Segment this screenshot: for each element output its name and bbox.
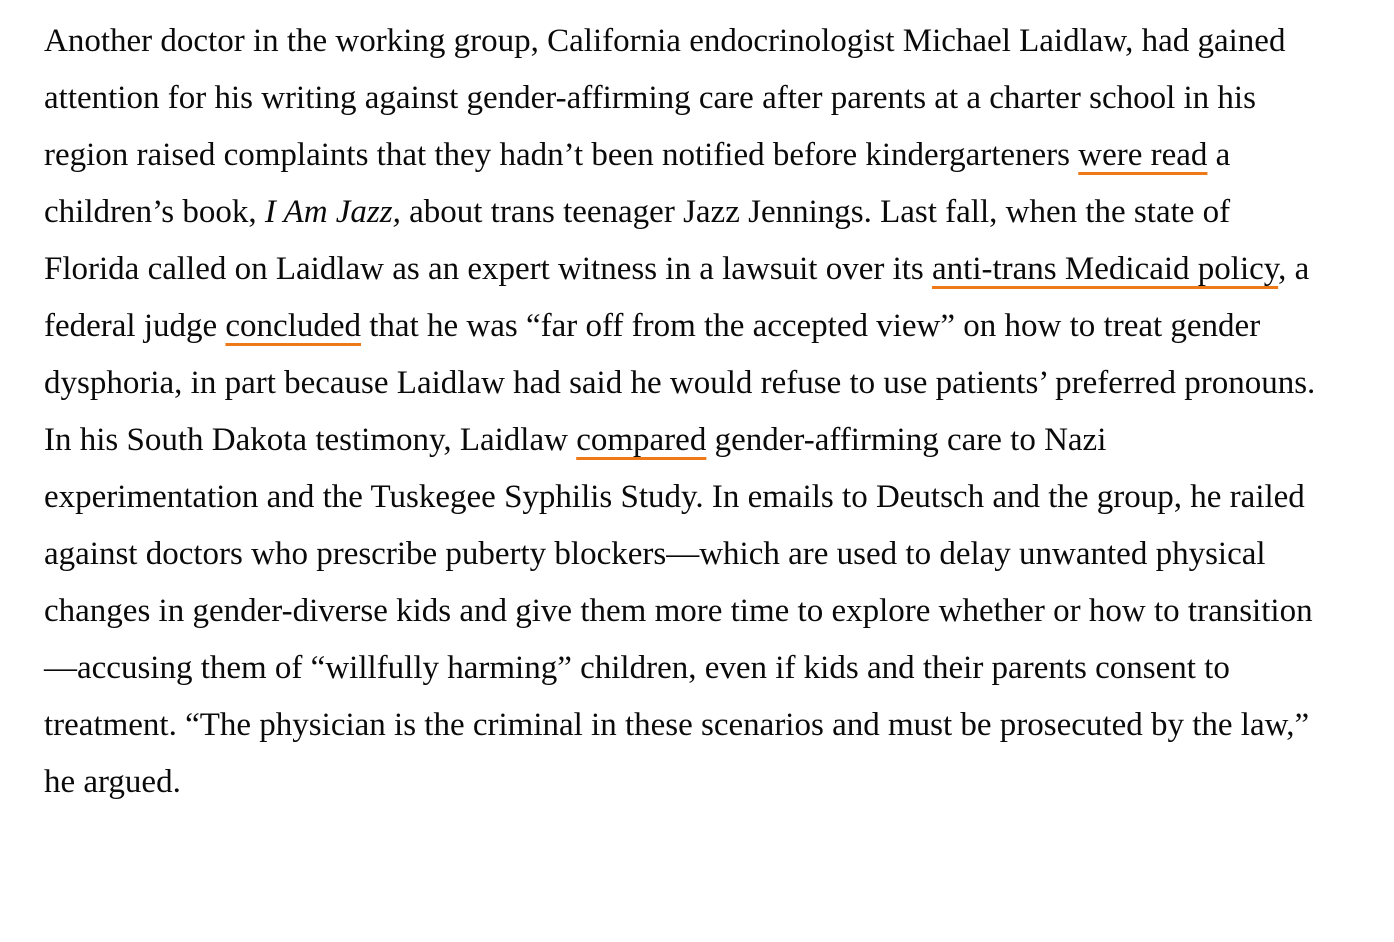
article-link[interactable]: compared	[576, 422, 707, 458]
paragraph-text: that he was “far off from the accepted view” on how to treat gender dysphoria, in part because Laidlaw had said he would refuse to use patients’ preferred pronouns. In his South Dakota testimony, Laidlaw	[44, 308, 1316, 458]
paragraph-text: about trans teenager Jazz Jennings. Last fall, when the state of Florida called on Laidlaw as an expert witness in a lawsuit over its	[44, 194, 1231, 287]
article-link[interactable]: anti-trans Medicaid policy	[932, 251, 1279, 287]
paragraph-text: a children’s book,	[44, 137, 1231, 230]
article-link[interactable]: were read	[1078, 137, 1208, 173]
paragraph-text: Another doctor in the working group, California endocrinologist Michael Laidlaw, had gained attention for his writing against gender-affirming care after parents at a charter school in his region raised complaints that they hadn’t been notified before kindergarteners	[44, 23, 1286, 173]
paragraph-text: , a federal judge	[44, 251, 1310, 344]
paragraph-text: gender-affirming care to Nazi experimentation and the Tuskegee Syphilis Study. In emails to Deutsch and the group, he railed against doctors who prescribe puberty blockers—which are used to delay unwanted physical changes in gender-diverse kids and give them more time to explore whether or how to transition—accusing them of “willfully harming” children, even if kids and their parents consent to treatment. “The physician is the criminal in these scenarios and must be prosecuted by the law,” he argued.	[44, 422, 1313, 800]
article-link[interactable]: concluded	[225, 308, 362, 344]
article-paragraph	[44, 13, 1316, 811]
book-title-italic: I Am Jazz,	[264, 194, 401, 230]
